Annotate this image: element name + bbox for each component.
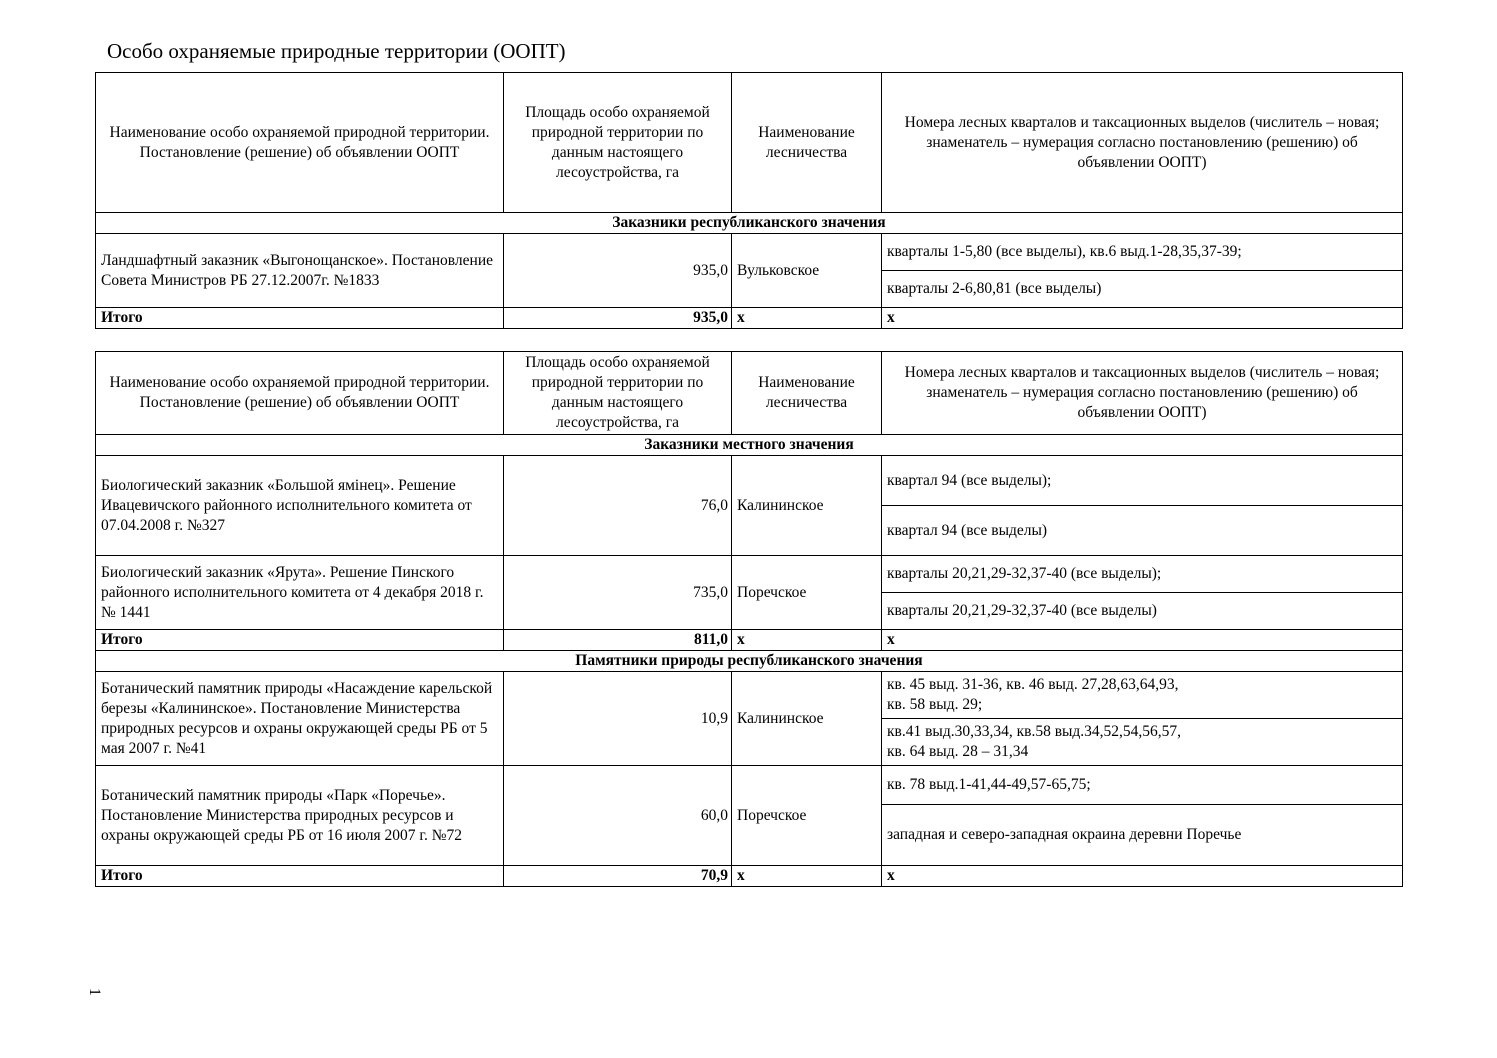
header-forestry: Наименование лесничества [732,352,882,435]
section-row [96,651,1403,672]
total-label: Итого [96,308,504,329]
quarters-old: кварталы 2-6,80,81 (все выделы) [882,271,1403,308]
oopt-area: 10,9 [504,672,732,766]
oopt-area: 76,0 [504,456,732,556]
header-area: Площадь особо охраняемой природной территории по данным настоящего лесоустройства, га [504,352,732,435]
quarters-old: квартал 94 (все выделы) [882,506,1403,556]
total-label: Итого [96,866,504,887]
oopt-name: Ботанический памятник природы «Насаждение карельской березы «Калининское». Постановление Министерства природных ресурсов и охраны окружающей среды РБ от 5 мая 2007 г. №41 [96,672,504,766]
header-name: Наименование особо охраняемой природной территории. Постановление (решение) об объявлении ООПТ [96,352,504,435]
total-row [96,308,1403,329]
oopt-name: Ландшафтный заказник «Выгонощанское». Постановление Совета Министров РБ 27.12.2007г. №1833 [96,234,504,308]
section-title: Памятники природы республиканского значения [96,651,1403,672]
section-title: Заказники республиканского значения [96,213,1403,234]
quarters-old: кв.41 выд.30,33,34, кв.58 выд.34,52,54,56,57, кв. 64 выд. 28 – 31,34 [882,719,1403,766]
quarters-old: кварталы 20,21,29-32,37-40 (все выделы) [882,593,1403,630]
total-forestry: х [732,866,882,887]
oopt-name: Биологический заказник «Ярута». Решение Пинского районного исполнительного комитета от 4 декабря 2018 г. № 1441 [96,556,504,630]
header-quarters: Номера лесных кварталов и таксационных выделов (числитель – новая; знаменатель – нумерация согласно постановлению (решению) об объявлении ООПТ) [882,73,1403,213]
total-quarters: х [882,308,1403,329]
header-forestry: Наименование лесничества [732,73,882,213]
total-row [96,866,1403,887]
oopt-forestry: Поречское [732,556,882,630]
oopt-name: Ботанический памятник природы «Парк «Поречье». Постановление Министерства природных ресурсов и охраны окружающей среды РБ от 16 июля 2007 г. №72 [96,766,504,866]
section-title: Заказники местного значения [96,435,1403,456]
table-row [96,456,1403,506]
quarters-new: кв. 78 выд.1-41,44-49,57-65,75; [882,766,1403,805]
total-forestry: х [732,630,882,651]
oopt-forestry: Калининское [732,672,882,766]
total-area: 811,0 [504,630,732,651]
quarters-new: квартал 94 (все выделы); [882,456,1403,506]
total-forestry: х [732,308,882,329]
total-area: 70,9 [504,866,732,887]
oopt-table-republican-reserves [95,72,1403,329]
total-quarters: х [882,630,1403,651]
total-area: 935,0 [504,308,732,329]
table-row [96,766,1403,805]
oopt-forestry: Калининское [732,456,882,556]
section-row [96,213,1403,234]
section-row [96,435,1403,456]
total-label: Итого [96,630,504,651]
quarters-new: кварталы 20,21,29-32,37-40 (все выделы); [882,556,1403,593]
table-row [96,234,1403,271]
oopt-area: 60,0 [504,766,732,866]
quarters-new: кв. 45 выд. 31-36, кв. 46 выд. 27,28,63,64,93, кв. 58 выд. 29; [882,672,1403,719]
oopt-area: 935,0 [504,234,732,308]
table-row [96,556,1403,593]
oopt-forestry: Поречское [732,766,882,866]
table-row [96,672,1403,719]
oopt-table-local-and-monuments [95,351,1403,887]
header-quarters: Номера лесных кварталов и таксационных выделов (числитель – новая; знаменатель – нумерация согласно постановлению (решению) об объявлении ООПТ) [882,352,1403,435]
quarters-old: западная и северо-западная окраина деревни Поречье [882,805,1403,866]
page-number: 1 [86,988,103,996]
page-title: Особо охраняемые природные территории (ООПТ) [107,39,566,63]
table-header-row [96,352,1403,435]
total-quarters: х [882,866,1403,887]
oopt-name: Биологический заказник «Большой ямінец». Решение Ивацевичского районного исполнительного комитета от 07.04.2008 г. №327 [96,456,504,556]
quarters-new: кварталы 1-5,80 (все выделы), кв.6 выд.1-28,35,37-39; [882,234,1403,271]
oopt-forestry: Вульковское [732,234,882,308]
header-area: Площадь особо охраняемой природной территории по данным настоящего лесоустройства, га [504,73,732,213]
oopt-area: 735,0 [504,556,732,630]
header-name: Наименование особо охраняемой природной территории. Постановление (решение) об объявлении ООПТ [96,73,504,213]
table-header-row [96,73,1403,213]
total-row [96,630,1403,651]
